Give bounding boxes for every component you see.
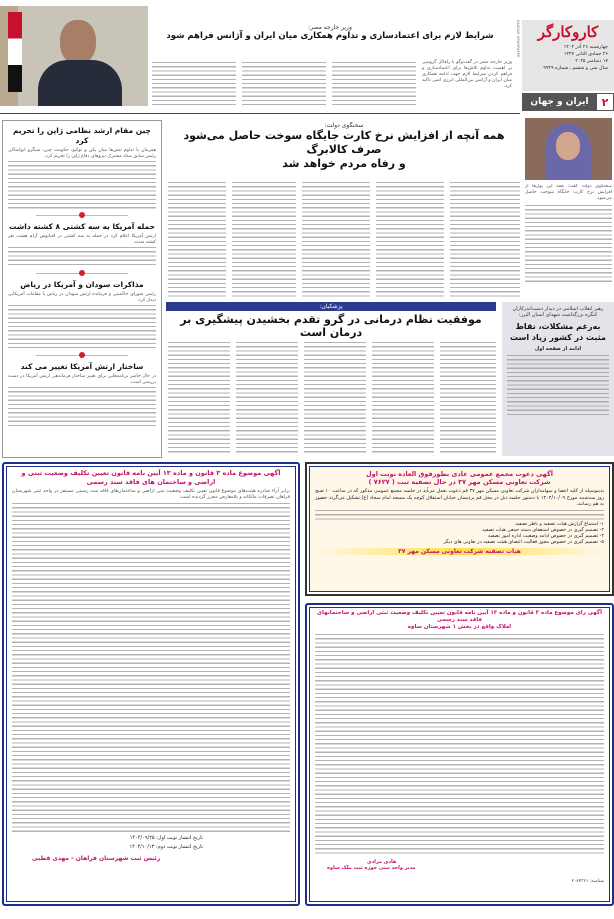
sidebar-box [502, 302, 614, 456]
signature-title: مدیر واحد ثبتی حوزه ثبت ملک ساوه [327, 865, 416, 871]
text-column [168, 342, 230, 454]
page-number: ۲ [597, 94, 613, 110]
ad-lead: برابر آراء صادره هیئت‌های موضوع قانون تعیین تکلیف وضعیت ثبتی اراضی و ساختمان‌های فاقد سند رسمی مستقر در واحد ثبتی شهرستان فراهان تصرفات مالکانه و بلامعارض محرز گردیده است. [12, 489, 290, 500]
second-headline: موفقیت نظام درمانی در گرو تقدم بخشیدن پیشگیری بر درمان است [180, 313, 482, 339]
section-title: ایران و جهان [530, 97, 589, 107]
agenda-item: ۳- تصمیم گیری در خصوص ادامه وضعیت اداره امور تصفیه [487, 533, 604, 539]
text-column [242, 62, 326, 108]
second-kicker: پزشکیان: [319, 303, 343, 310]
agenda-item: ۱- استماع گزارش هیات تصفیه و ناظر تصفیه [515, 521, 604, 527]
logo: کاروکارگر [537, 23, 599, 41]
ad-code: شناسه: ۲۰۸۴۳۶۱ [571, 879, 604, 884]
sidebar-headline: به‌رغم مشکلات، نقاط مثبت در کشور زیاد است [509, 322, 606, 342]
text-column [152, 62, 236, 108]
main-headline: همه آنچه از افزایش نرخ کارت جایگاه سوخت حاصل می‌شود صرف کالابرگ [183, 129, 505, 156]
divider [36, 269, 128, 277]
sidebar-sub: ادامه از صفحه اول [534, 346, 582, 352]
text-column [376, 182, 444, 298]
divider [36, 351, 128, 359]
publish-date: تاریخ انتشار نوبت دوم: ۱۴۰۴/۱۰/۱۳ [129, 844, 203, 850]
brief-text: در حال حاضر برنامه‌هایی برای تغییر ساختار فرماندهی ارتش آمریکا در دست بررسی است. [8, 374, 156, 385]
ad-body [315, 510, 604, 522]
ad-signature: هیات تصفیه شرکت تعاونی مسکن مهر ۳۷ [315, 548, 604, 555]
ad-signature: رئیس ثبت شهرستان فراهان - مهدی قطبی [32, 855, 161, 862]
vertical-label: KARGAR NEWSPAPER [516, 20, 520, 58]
divider [36, 211, 128, 219]
text-column [168, 182, 226, 298]
bullet-icon [79, 212, 85, 218]
text-column [507, 355, 609, 415]
brief-title: چین مقام ارشد نظامی ژاپن را تحریم کرد [13, 126, 151, 145]
text-column [440, 342, 496, 454]
photo-caption: سخنگوی دولت گفت: همه این پول‌ها از افزایش نرخ کارت جایگاه سوخت حاصل می‌شود. [525, 184, 612, 201]
sidebar-kicker: رهبر انقلاب اسلامی در دیدار دست‌اندرکاران کنگره بزرگداشت شهدای استان البرز: [512, 306, 604, 318]
brief-text: رئیس شورای حاکمیتی و فرمانده ارتش سودان در ریاض با مقامات آمریکایی دیدار کرد. [8, 292, 156, 303]
text-column [450, 182, 520, 298]
spokesperson-photo [525, 118, 612, 180]
kicker-bar [166, 302, 496, 311]
second-heading [166, 302, 496, 339]
ad-body [12, 503, 290, 833]
text-column [8, 161, 156, 209]
date-line: چهارشنبه ۲۶ آذر ۱۴۰۴ [563, 45, 608, 50]
photo-side-column [525, 184, 612, 298]
divider [0, 113, 520, 114]
signature-name: هادی مرادی [367, 859, 397, 865]
legal-ad-meeting: آگهی دعوت مجمع عمومی عادی بطورفوق العاده نوبت اول شرکت تعاونی مسکن مهر ۳۷ در حال تصفیه ثبت ( ۷۶۲۷ ) بدینوسیله از کلیه اعضا و سهامداران شرکت تعاونی مسکن مهر ۳۷ قم دعوت بعمل می‌آید در جلسه مجمع عمومی مذکور که در ساعت ۱۰ صبح روز سه‌شنبه مورخ ۱۴۰۴/۱۰/۰۹ با دستور جلسه ذیل در محل قم پردیسان خیابان استقلال کوچه یک مسجد امام سجاد (ع) تشکیل می‌گردد حضور به هم رسانند. ۱- استماع گزارش هیات تصفیه و ناظر تصفیه ۲- تصمیم گیری در خصوص استعفای دسته جمعی هیات تصفیه ۳- تصمیم گیری در خصوص ادامه وضعیت اداره امور تصفیه ۵- تصمیم گیری در خصوص مجوز فعالیت اعضای هیئت تصفیه در تعاونی های دیگر هیات تصفیه شرکت تعاونی مسکن مهر ۳۷ [305, 462, 614, 596]
brief-title: حمله آمریکا به سه کشتی ۸ کشته داشت [8, 222, 156, 231]
main-headline: و رفاه مردم خواهد شد [282, 157, 406, 170]
bullet-icon [79, 352, 85, 358]
text-column [302, 182, 370, 298]
top-lead: وزیر خارجه مصر در گفت‌وگو با رافائل گروسی بر اهمیت تداوم تلاش‌ها برای اعتمادسازی و فراهم کردن شرایط لازم جهت ادامه همکاری میان ایران و آژانس بین‌المللی انرژی اتمی تاکید کرد. [422, 60, 512, 89]
text-column [304, 342, 366, 454]
text-column [236, 342, 298, 454]
main-heading [168, 122, 520, 171]
section-label [522, 93, 614, 111]
agenda-item: ۲- تصمیم گیری در خصوص استعفای دسته جمعی هیات تصفیه [482, 527, 604, 533]
brief-text: همزمان با تداوم تنش‌ها میان پکن و توکیو، حکومت چین، شیگرو ایواساکی رئیس سابق ستاد مشترک نیروهای دفاع ژاپن را تحریم کرد. [8, 148, 156, 159]
brief-text: ارتش آمریکا اعلام کرد در حمله به سه کشتی در اقیانوس آرام هشت نفر کشته شدند. [8, 234, 156, 245]
ad-lead: بدینوسیله از کلیه اعضا و سهامداران شرکت تعاونی مسکن مهر ۳۷ قم دعوت بعمل می‌آید در جلسه مجمع عمومی مذکور که در ساعت ۱۰ صبح روز سه‌شنبه مورخ ۱۴۰۴/۱۰/۰۹ با دستور جلسه ذیل در محل قم پردیسان خیابان استقلال کوچه یک مسجد امام سجاد (ع) تشکیل می‌گردد حضور به هم رسانند. [315, 488, 604, 507]
date-line: سال سی و ششم ـ شماره ۹۹۲۹ [543, 66, 608, 71]
legal-ad-farahan: آگهی موضوع ماده ۳ قانون و ماده ۱۳ آیین نامه قانون تعیین تکلیف وضعیت ثبتی و اراضی و ساختمان های فاقد سند رسمی برابر آراء صادره هیئت‌های موضوع قانون تعیین تکلیف وضعیت ثبتی اراضی و ساختمان‌های فاقد سند رسمی مستقر در واحد ثبتی شهرستان فراهان تصرفات مالکانه و بلامعارض محرز گردیده است. تاریخ انتشار نوبت اول: ۱۴۰۴/۰۹/۲۵ تاریخ انتشار نوبت دوم: ۱۴۰۴/۱۰/۱۳ رئیس ثبت شهرستان فراهان - مهدی قطبی [2, 462, 300, 906]
text-column [8, 305, 156, 349]
agenda-item: ۵- تصمیم گیری در خصوص مجوز فعالیت اعضای هیئت تصفیه در تعاونی های دیگر [443, 539, 604, 545]
top-kicker: وزیر خارجه مصر: [308, 24, 352, 31]
briefs-box [2, 120, 162, 458]
top-photo [0, 6, 148, 106]
text-column [525, 205, 612, 285]
text-column [8, 387, 156, 427]
date-line: ۱۷ دسامبر ۲۰۲۵ [575, 59, 608, 64]
ad-body [315, 634, 604, 856]
text-column [232, 182, 296, 298]
main-kicker: سخنگوی دولت: [324, 122, 364, 129]
brief-title: مذاکرات سودان و آمریکا در ریاض [20, 280, 144, 289]
publish-date: تاریخ انتشار نوبت اول: ۱۴۰۴/۰۹/۲۵ [129, 835, 203, 841]
bullet-icon [79, 270, 85, 276]
masthead [522, 20, 614, 91]
date-line: ۲۶ جمادی الثانی ۱۴۴۷ [563, 52, 608, 57]
text-column [332, 62, 416, 108]
top-heading [150, 24, 510, 42]
text-column [372, 342, 434, 454]
brief-title: ساختار ارتش آمریکا تغییر می کند [20, 362, 144, 371]
top-headline: شرایط لازم برای اعتمادسازی و تداوم همکاری میان ایران و آژانس فراهم شود [166, 31, 494, 41]
text-column [8, 247, 156, 267]
legal-ad-saveh: آگهی رای موضوع ماده ۳ قانون و ماده ۱۳ آیین نامه قانون تعیین تکلیف وضعیت ثبتی اراضی و ساختمانهای فاقد سند رسمی املاک واقع در بخش ۱ شهرستان ساوه هادی مرادی مدیر واحد ثبتی حوزه ثبت ملک ساوه شناسه: ۲۰۸۴۳۶۱ [305, 603, 614, 906]
